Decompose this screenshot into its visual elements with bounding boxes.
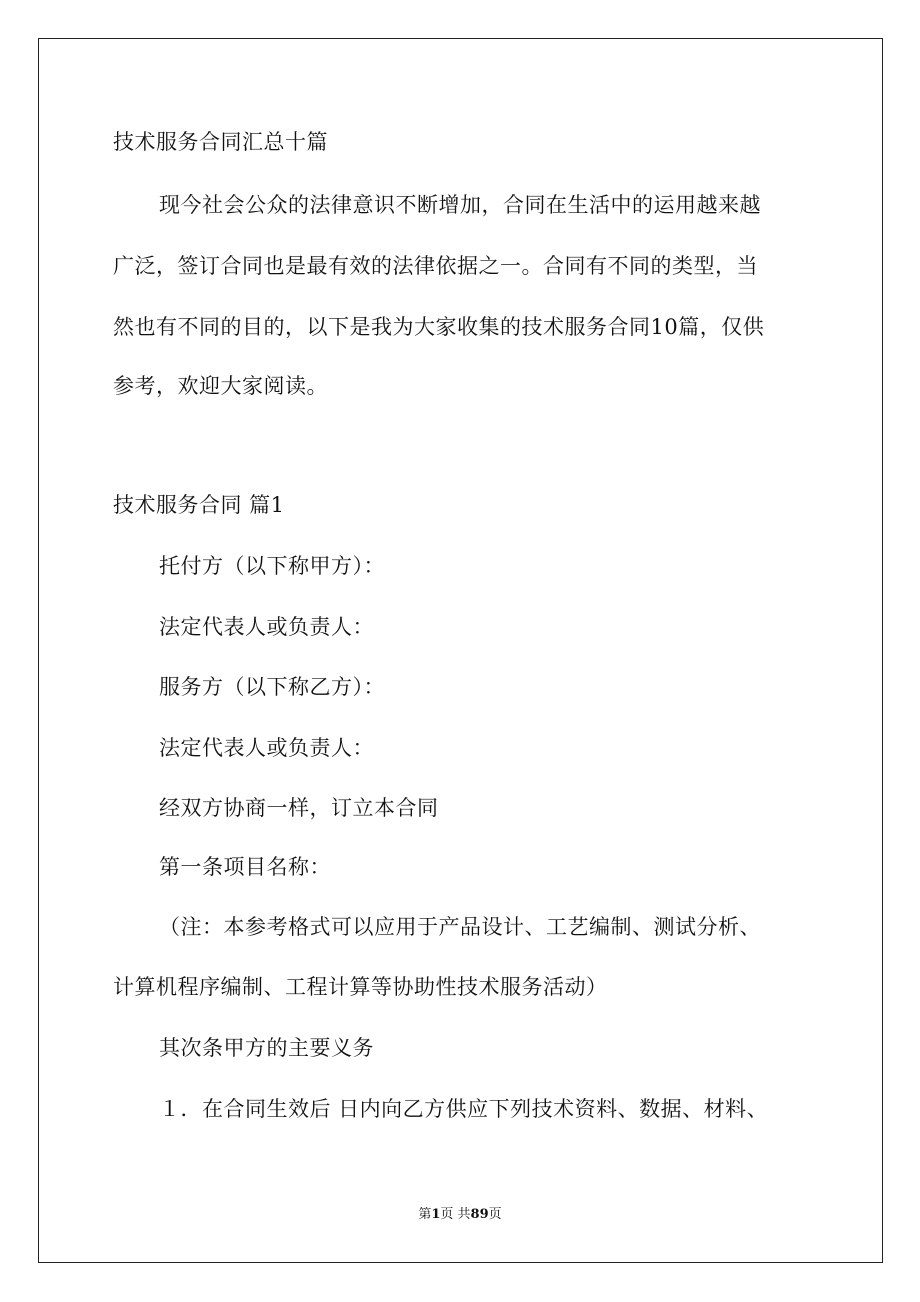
contract-line: 第一条项目名称： — [159, 855, 331, 879]
footer-suffix: 页 — [488, 1207, 502, 1222]
document-title: 技术服务合同汇总十篇 — [113, 130, 328, 154]
footer-mid: 页 共 — [440, 1207, 471, 1222]
page-border — [38, 38, 883, 1263]
contract-line: 计算机程序编制、工程计算等协助性技术服务活动） — [113, 975, 608, 999]
footer-page-number: 1 — [431, 1207, 441, 1222]
contract-line: 经双方协商一样，订立本合同 — [159, 796, 439, 820]
footer-prefix: 第 — [418, 1207, 432, 1222]
contract-line: 法定代表人或负责人： — [159, 615, 374, 639]
contract-line: （注：本参考格式可以应用于产品设计、工艺编制、测试分析、 — [159, 915, 761, 939]
section-heading: 技术服务合同 篇1 — [113, 493, 285, 517]
contract-line: 服务方（以下称乙方）： — [159, 675, 385, 699]
contract-line: 其次条甲方的主要义务 — [159, 1036, 374, 1060]
contract-line: １．在合同生效后 日内向乙方供应下列技术资料、数据、材料、 — [159, 1097, 769, 1121]
footer-total-pages: 89 — [470, 1207, 489, 1222]
intro-line: 现今社会公众的法律意识不断增加，合同在生活中的运用越来越 — [159, 193, 761, 217]
intro-line: 广泛，签订合同也是最有效的法律依据之一。合同有不同的类型，当 — [113, 254, 758, 278]
contract-line: 托付方（以下称甲方）： — [159, 554, 385, 578]
intro-line: 参考，欢迎大家阅读。 — [113, 374, 328, 398]
intro-line: 然也有不同的目的，以下是我为大家收集的技术服务合同10篇，仅供 — [113, 315, 765, 339]
page-footer — [0, 1206, 920, 1224]
contract-line: 法定代表人或负责人： — [159, 736, 374, 760]
